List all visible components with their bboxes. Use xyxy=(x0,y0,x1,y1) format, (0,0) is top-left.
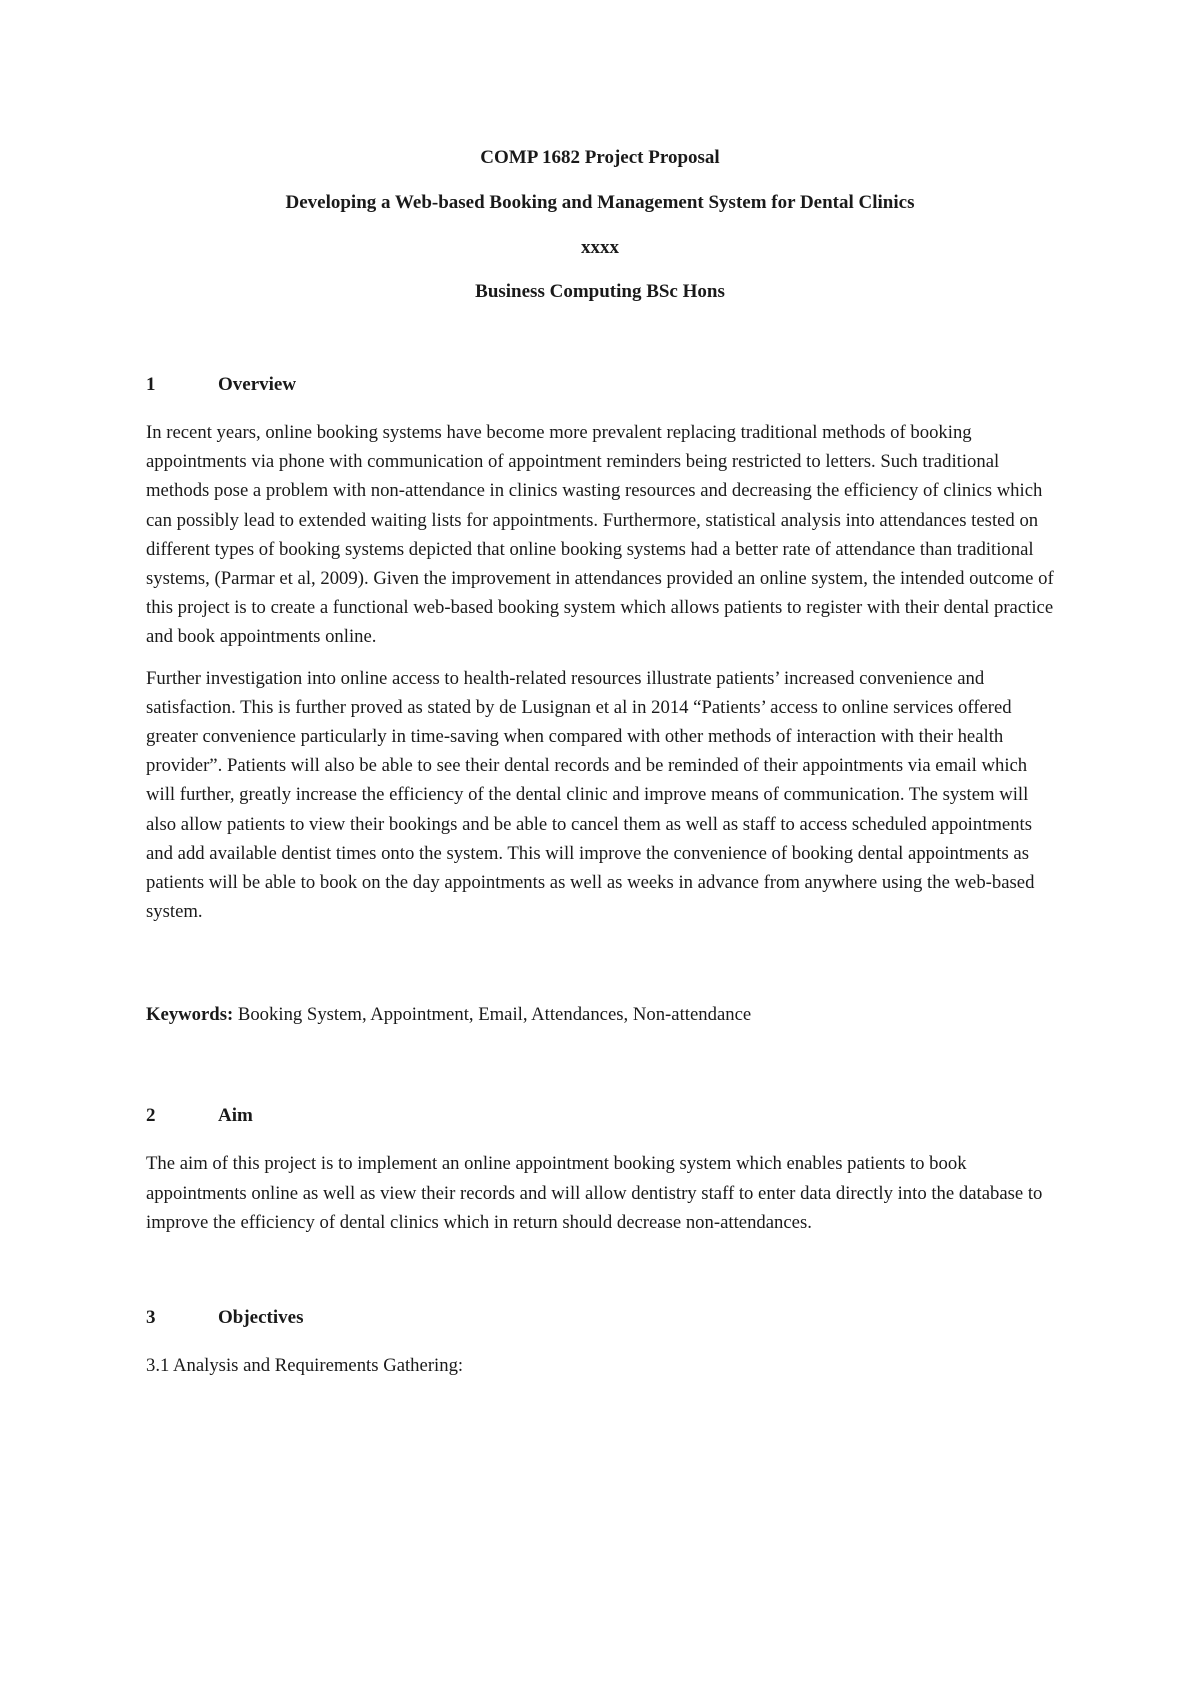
overview-paragraph-2: Further investigation into online access to health-related resources illustrate patients’ increased convenience and satisfaction. This is further proved as stated by de Lusignan et al in 2014 “Patients’ access to online services offered greater convenience particularly in time-saving when compared with other methods of interaction with their health provider”. Patients will also be able to see their dental records and be reminded of their appointments via email which will further, greatly increase the efficiency of the dental clinic and improve means of communication. The system will also allow patients to view their bookings and be able to cancel them as well as staff to access scheduled appointments and add available dentist times onto the system. This will improve the convenience of booking dental appointments as patients will be able to book on the day appointments as well as weeks in advance from anywhere using the web-based system. xyxy=(146,667,1035,923)
keywords-line xyxy=(146,1004,1054,1026)
section-number: 2 xyxy=(146,1105,156,1127)
section-number: 1 xyxy=(146,374,156,395)
section-title: Objectives xyxy=(218,1307,304,1329)
aim-paragraph: The aim of this project is to implement an online appointment booking system which enables patients to book appointments online as well as view their records and will allow dentistry staff to enter data directly into the database to improve the efficiency of dental clinics which in return should decrease non-attendances. xyxy=(146,1153,1043,1233)
keywords-text: Booking System, Appointment, Email, Attendances, Non-attendance xyxy=(233,1004,752,1026)
section-heading-objectives xyxy=(146,1307,1054,1329)
programme-name: Business Computing BSc Hons xyxy=(475,281,725,302)
title-block xyxy=(146,148,1054,302)
section-heading-aim xyxy=(146,1105,1054,1127)
course-title: COMP 1682 Project Proposal xyxy=(480,147,720,168)
overview-paragraph-1: In recent years, online booking systems have become more prevalent replacing traditional methods of booking appointments via phone with communication of appointment reminders being restricted to letters. Such traditional methods pose a problem with non-attendance in clinics wasting resources and decreasing the efficiency of clinics which can possibly lead to extended waiting lists for appointments. Furthermore, statistical analysis into attendances tested on different types of booking systems depicted that online booking systems had a better rate of attendance than traditional systems, (Parmar et al, 2009). Given the improvement in attendances provided an online system, the intended outcome of this project is to create a functional web-based booking system which allows patients to register with their dental practice and book appointments online. xyxy=(146,422,1054,648)
project-title: Developing a Web-based Booking and Management System for Dental Clinics xyxy=(285,192,915,213)
keywords-label: Keywords: xyxy=(146,1004,234,1026)
section-title: Aim xyxy=(218,1105,253,1127)
author-name: xxxx xyxy=(581,237,619,258)
section-heading-overview xyxy=(146,374,1054,396)
section-title: Overview xyxy=(218,374,297,395)
section-number: 3 xyxy=(146,1307,156,1329)
objectives-subheading: 3.1 Analysis and Requirements Gathering: xyxy=(146,1355,464,1377)
